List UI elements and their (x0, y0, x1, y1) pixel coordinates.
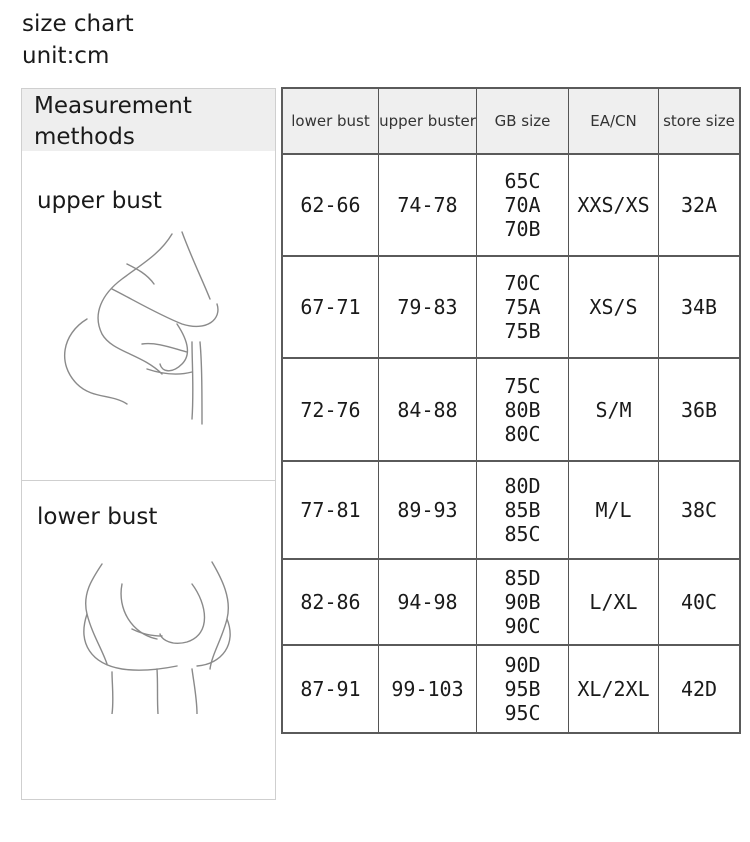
unit-label: unit:cm (22, 43, 110, 69)
upper-bust-cell: 94-98 (379, 560, 477, 644)
table-header-row (283, 89, 739, 155)
lower-bust-cell: 72-76 (283, 359, 379, 460)
table-row (283, 257, 739, 359)
gb-size-value: 75B (504, 319, 541, 343)
gb-size-value: 85B (504, 498, 541, 522)
gb-size-cell (477, 155, 569, 255)
gb-size-cell (477, 646, 569, 732)
ea-cn-cell: XS/S (569, 257, 659, 357)
gb-size-value: 90D (504, 653, 541, 677)
size-table (281, 87, 741, 734)
table-row (283, 462, 739, 560)
header-lower-bust: lower bust (283, 89, 379, 153)
gb-size-value: 90B (504, 590, 541, 614)
gb-size-value: 95B (504, 677, 541, 701)
lower-bust-cell: 62-66 (283, 155, 379, 255)
gb-size-cell (477, 560, 569, 644)
table-row (283, 155, 739, 257)
measurement-methods-title: Measurement methods (34, 93, 192, 150)
gb-size-value: 80B (504, 397, 541, 422)
gb-size-value: 85C (504, 522, 541, 546)
ea-cn-cell: L/XL (569, 560, 659, 644)
lower-bust-cell: 67-71 (283, 257, 379, 357)
gb-size-value: 80C (504, 421, 541, 446)
gb-size-value: 80D (504, 474, 541, 498)
header-ea-cn: EA/CN (569, 89, 659, 153)
upper-bust-cell: 74-78 (379, 155, 477, 255)
store-size-cell: 34B (680, 295, 718, 319)
store-size-cell: 32A (680, 193, 718, 217)
gb-size-cell (477, 359, 569, 460)
lower-bust-label: lower bust (37, 504, 158, 530)
upper-bust-cell: 84-88 (379, 359, 477, 460)
table-row (283, 359, 739, 462)
gb-size-value: 90C (504, 614, 541, 638)
upper-bust-label: upper bust (37, 188, 162, 214)
ea-cn-cell: XL/2XL (569, 646, 659, 732)
measurement-methods-panel (21, 88, 276, 800)
gb-size-cell (477, 257, 569, 357)
upper-bust-cell: 89-93 (379, 462, 477, 558)
gb-size-value: 70C (504, 271, 541, 295)
lower-bust-cell: 77-81 (283, 462, 379, 558)
table-row (283, 646, 739, 732)
gb-size-value: 95C (504, 701, 541, 725)
gb-size-value: 75A (504, 295, 541, 319)
ea-cn-cell: S/M (569, 359, 659, 460)
panel-divider (22, 480, 275, 481)
store-size-cell: 42D (680, 677, 718, 701)
lower-bust-illustration (62, 554, 257, 714)
gb-size-value: 70A (504, 193, 541, 217)
header-upper-buster: upper buster (379, 89, 477, 153)
upper-bust-illustration (42, 224, 257, 434)
gb-size-value: 65C (504, 169, 541, 193)
table-row (283, 560, 739, 646)
lower-bust-cell: 87-91 (283, 646, 379, 732)
ea-cn-cell: XXS/XS (569, 155, 659, 255)
upper-bust-cell: 79-83 (379, 257, 477, 357)
upper-bust-cell: 99-103 (379, 646, 477, 732)
store-size-cell: 36B (680, 397, 718, 422)
gb-size-value: 85D (504, 566, 541, 590)
measurement-methods-header (22, 89, 275, 151)
store-size-cell: 40C (680, 590, 718, 614)
lower-bust-cell: 82-86 (283, 560, 379, 644)
gb-size-value: 75C (504, 373, 541, 398)
store-size-cell: 38C (680, 498, 718, 522)
gb-size-cell (477, 462, 569, 558)
gb-size-value: 70B (504, 217, 541, 241)
header-store-size: store size (663, 112, 735, 130)
ea-cn-cell: M/L (569, 462, 659, 558)
header-gb-size: GB size (477, 89, 569, 153)
size-chart-title: size chart (22, 11, 134, 37)
